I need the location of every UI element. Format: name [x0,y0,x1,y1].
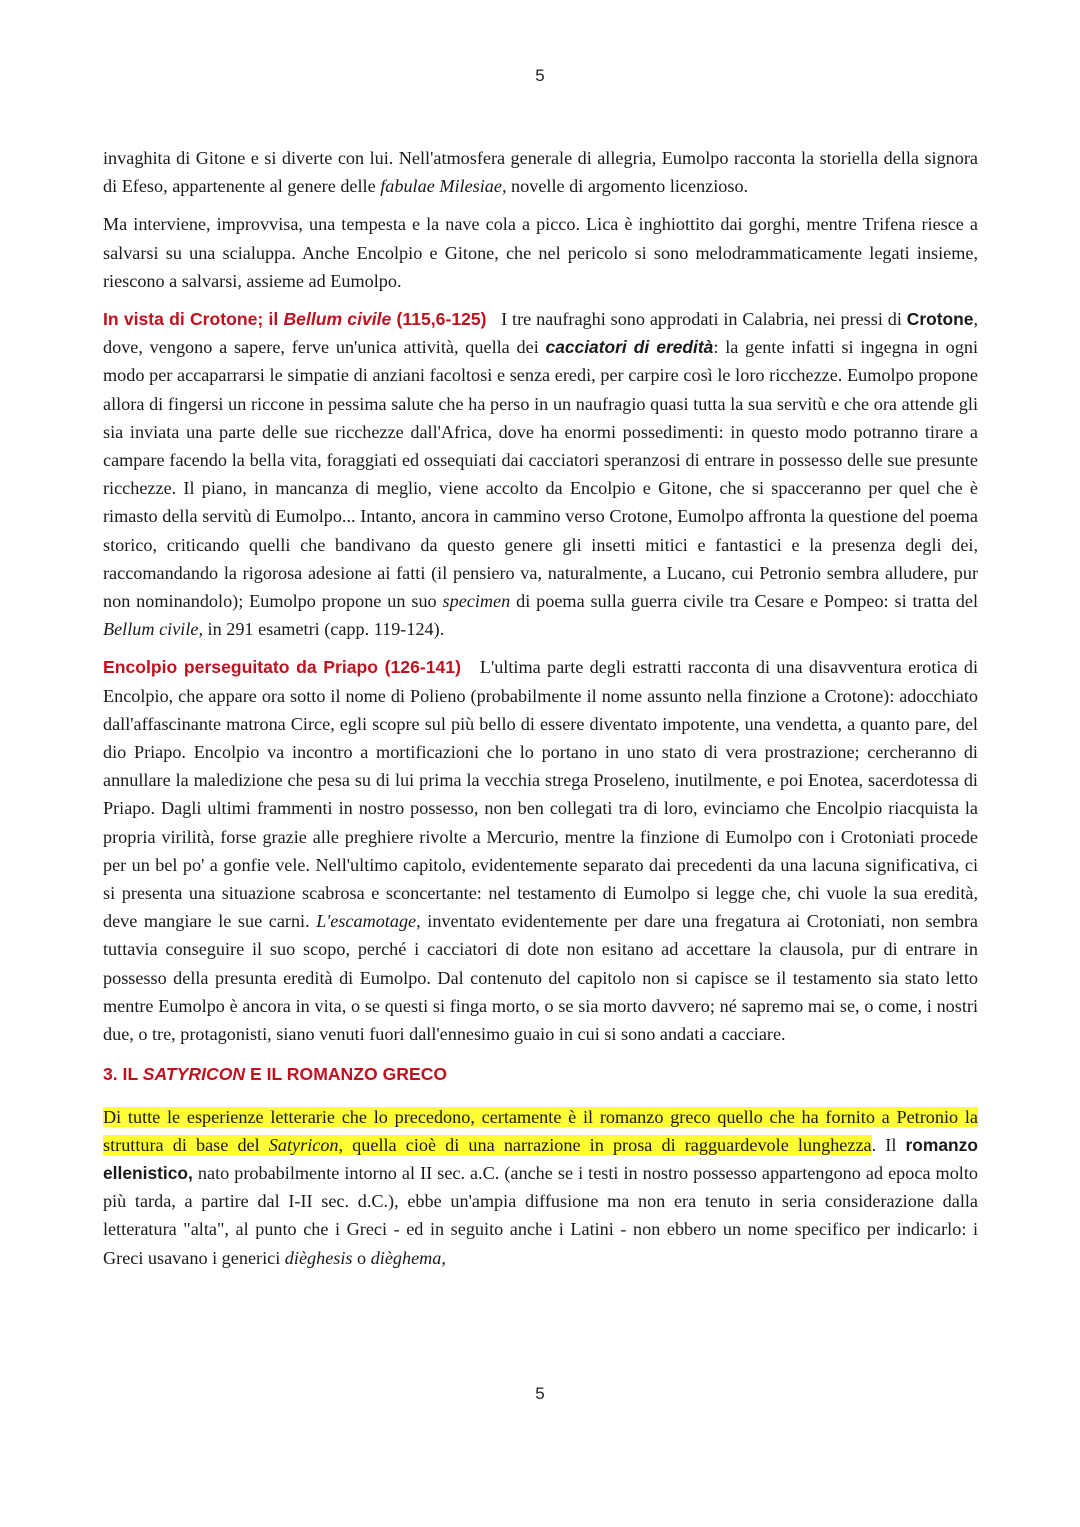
text: Ma interviene, improvvisa, una tempesta e la nave cola a picco. Lica è inghiottito dai gorghi, mentre Trifena riesce a salvarsi su una scialuppa. Anche Encolpio e Gitone, che nel pericolo si sono melodrammaticamente legati insieme, riescono a salvarsi, assieme ad Eumolpo. [103,214,978,291]
text: : la gente infatti si ingegna in ogni modo per accaparrarsi le simpatie di anziani facoltosi e senza eredi, per carpire così le loro ricchezze. Eumolpo propone allora di fingersi un riccone in pessima salute che ha perso in un naufragio quasi tutta la sua servitù e che ora attende gli sia inviata una parte delle sue ricchezze dall'Africa, dove ha enormi possedimenti: in questo modo potranno tirare a campare facendo la bella vita, foraggiati ed ossequiati dai cacciatori speranzosi di entrare in possesso delle sue presunte ricchezze. Il piano, in mancanza di meglio, viene accolto da Encolpio e Gitone, che si spacceranno per quel che è rimasto della servitù di Eumolpo... Intanto, ancora in cammino verso Crotone, Eumolpo affronta la questione del poema storico, criticando quelli che bandivano da questo genere gli insetti mitici e fantastici e la presenza degli dei, raccomandando la rigorosa adesione ai fatti (il pensiero va, naturalmente, a Lucano, cui Petronio sembra alludere, pur non nominandolo); Eumolpo propone un suo [103,337,979,612]
italic-term: specimen [442,591,511,612]
text: di poema sulla guerra civile tra Cesare e Pompeo: si tratta del [510,591,979,612]
page-body [103,144,978,1282]
text: invaghita di Gitone e si diverte con lui. Nell'atmosfera generale di allegria, Eumolpo racconta la storiella della signora di Efeso, appartenente al genere delle [103,148,978,197]
italic-term: Bellum civile, [103,619,203,640]
bold-term: Crotone [906,309,974,330]
text: in 291 esametri (capp. 119-124). [203,619,445,640]
text: , dove, vengono a sapere, ferve un'unica attività, quella dei [103,309,978,358]
section-title: E IL ROMANZO GRECO [245,1064,448,1085]
italic-term: L'escamotage, [316,911,421,932]
paragraph-4 [103,653,978,1048]
section-title-italic: SATYRICON [142,1064,246,1085]
text: . Il [871,1134,906,1155]
text: inventato evidentemente per dare una fregatura ai Crotoniati, non sembra tuttavia conseguire il suo scopo, perché i cacciatori di dote non esitano ad accettare la clausola, pur di entrare in possesso della presunta eredità di Eumolpo. Dal contenuto del capitolo non si capisce se il testamento sia stato letto mentre Eumolpo è ancora in vita, o se questi si finga morto, o se sia morto davvero; né sapremo mai se, o come, i nostri due, o tre, protagonisti, siano venuti fuori dall'ennesimo guaio in cui si sono andati a cacciare. [103,911,978,1045]
page-number-top: 5 [535,66,545,85]
section-number: 3. IL [103,1064,143,1085]
heading-italic: Bellum civile [283,309,392,330]
subsection-heading-priapo: Encolpio perseguitato da Priapo (126-141) [103,657,461,678]
italic-term: dièghesis [284,1247,353,1268]
italic-term: dièghema, [370,1247,446,1268]
text: I tre naufraghi sono approdati in Calabria, nei pressi di [501,309,907,330]
paragraph-1 [103,144,978,200]
heading-text: (115,6-125) [391,309,487,330]
text: novelle di argomento licenzioso. [506,176,749,197]
text: L'ultima parte degli estratti racconta di una disavventura erotica di Encolpio, che appare ora sotto il nome di Polieno (probabilmente il nome assunto nella finzione a Crotone): adocchiato dall'affascinante matrona Circe, egli scopre sul più bello di essere diventato impotente, una vendetta, a quanto pare, del dio Priapo. Encolpio va incontro a mortificazioni che lo portano in uno stato di vera prostrazione; cercheranno di annullare la maledizione che pesa su di lui prima la vecchia strega Proseleno, inutilmente, e poi Enotea, sacerdotessa di Priapo. Dagli ultimi frammenti in nostro possesso, non ben collegati tra di loro, evinciamo che Encolpio riacquista la propria virilità, forse grazie alle preghiere rivolte a Mercurio, mentre la finzione di Eumolpo con i Crotoniati procede per un bel po' a gonfie vele. Nell'ultimo capitolo, evidentemente separato dai precedenti da una lacuna significativa, ci si presenta una situazione scabrosa e sconcertante: nel testamento di Eumolpo si legge che, chi vuole la sua eredità, deve mangiare le sue carni. [103,657,979,932]
bold-italic-term: cacciatori di eredità [545,337,714,358]
text: nato probabilmente intorno al II sec. a.C. (anche se i testi in nostro possesso appartengono ad epoca molto più tarda, a partire dal I-II sec. d.C.), ebbe un'ampia diffusione ma non era tenuto in seria considerazione dalla letteratura "alta", al punto che i Greci - ed in seguito anche i Latini - non ebbero un nome specifico per indicarlo: i Greci usavano i generici [103,1162,978,1268]
italic-term: Satyricon, [268,1134,344,1155]
text: Di tutte le esperienze letterarie che lo precedono, certamente è il romanzo greco quello che ha fornito a Petronio la struttura di base del [103,1106,978,1155]
text: o [352,1247,371,1268]
paragraph-3 [103,305,978,643]
subsection-heading-crotone [103,309,487,329]
highlighted-text [103,1107,978,1155]
page-number-bottom: 5 [535,1384,545,1403]
paragraph-2 [103,210,978,295]
text: quella cioè di una narrazione in prosa di ragguardevole lunghezza [343,1134,872,1155]
bold-term: romanzo ellenistico, [103,1134,978,1183]
heading-text: In vista di Crotone; il [103,309,284,330]
paragraph-5 [103,1103,978,1272]
section-heading-3 [103,1060,978,1088]
italic-term: fabulae Milesiae, [380,176,507,197]
